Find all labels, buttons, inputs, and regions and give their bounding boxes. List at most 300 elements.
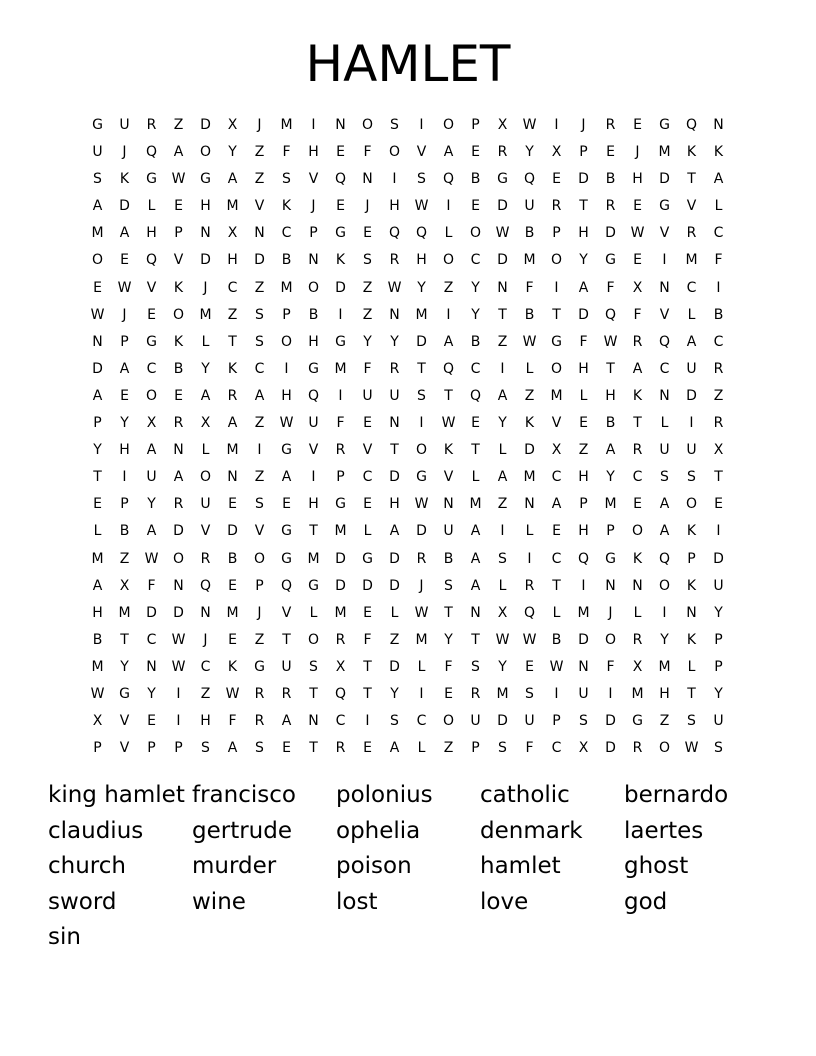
grid-letter: V: [362, 442, 373, 459]
grid-letter: X: [632, 279, 643, 296]
grid-letter: T: [552, 577, 561, 594]
grid-letter: D: [173, 523, 184, 540]
grid-letter: L: [147, 198, 156, 215]
grid-letter: U: [362, 387, 373, 404]
grid-letter: D: [146, 604, 157, 621]
grid-letter: P: [552, 713, 561, 730]
grid-letter: A: [443, 144, 454, 161]
grid-letter: P: [471, 117, 480, 133]
grid-letter: S: [660, 469, 669, 486]
grid-letter: E: [93, 496, 102, 513]
grid-letter: D: [389, 550, 400, 567]
grid-letter: J: [122, 144, 127, 161]
grid-letter: E: [120, 387, 129, 404]
grid-letter: M: [604, 496, 617, 513]
grid-letter: D: [416, 523, 427, 540]
grid-letter: C: [146, 631, 157, 648]
grid-row: [84, 464, 732, 491]
grid-letter: T: [606, 360, 615, 377]
grid-letter: I: [581, 577, 586, 594]
grid-letter: F: [633, 306, 642, 323]
grid-letter: I: [176, 713, 181, 730]
grid-letter: L: [525, 360, 534, 377]
grid-letter: N: [497, 279, 508, 296]
grid-letter: R: [524, 577, 535, 594]
grid-letter: Z: [659, 713, 670, 730]
grid-letter: L: [525, 523, 534, 540]
grid-row: [84, 546, 732, 573]
grid-letter: M: [334, 360, 347, 377]
grid-letter: C: [686, 279, 697, 296]
grid-letter: O: [280, 333, 293, 350]
grid-letter: F: [444, 658, 453, 675]
grid-letter: R: [632, 442, 643, 459]
grid-letter: I: [419, 685, 424, 702]
grid-letter: P: [282, 306, 291, 323]
grid-letter: X: [227, 117, 238, 133]
grid-letter: M: [631, 685, 644, 702]
grid-letter: W: [522, 631, 537, 648]
grid-letter: K: [173, 279, 184, 296]
word-list-item: claudius: [48, 817, 144, 844]
word-list-item: wine: [192, 888, 246, 915]
grid-letter: E: [282, 740, 291, 757]
grid-letter: D: [578, 631, 589, 648]
grid-letter: C: [470, 360, 481, 377]
grid-letter: I: [419, 117, 424, 133]
grid-letter: E: [633, 252, 642, 269]
grid-letter: Z: [389, 631, 400, 648]
grid-letter: M: [226, 604, 239, 621]
grid-letter: Y: [228, 144, 237, 161]
grid-letter: I: [716, 523, 721, 540]
grid-letter: T: [309, 685, 318, 702]
grid-letter: C: [200, 658, 211, 675]
grid-letter: K: [443, 442, 454, 459]
grid-letter: O: [361, 117, 374, 133]
grid-letter: V: [551, 415, 562, 432]
grid-letter: J: [365, 198, 370, 215]
grid-letter: B: [470, 333, 481, 350]
grid-row: [84, 247, 732, 274]
grid-letter: Q: [577, 550, 590, 567]
grid-letter: E: [633, 198, 642, 215]
grid-letter: W: [549, 658, 564, 675]
grid-letter: L: [552, 604, 561, 621]
grid-letter: O: [253, 550, 266, 567]
grid-letter: E: [363, 740, 372, 757]
grid-letter: I: [662, 252, 667, 269]
grid-row: [84, 220, 732, 247]
grid-letter: P: [336, 469, 345, 486]
grid-letter: M: [658, 144, 671, 161]
grid-letter: M: [415, 306, 428, 323]
grid-letter: R: [713, 360, 724, 377]
grid-letter: P: [471, 740, 480, 757]
grid-letter: T: [282, 631, 291, 648]
grid-letter: V: [119, 713, 130, 730]
grid-letter: D: [605, 713, 616, 730]
grid-letter: R: [335, 631, 346, 648]
grid-letter: T: [363, 685, 372, 702]
grid-letter: G: [335, 496, 346, 513]
grid-letter: E: [147, 306, 156, 323]
grid-letter: Y: [93, 442, 102, 459]
grid-letter: A: [659, 496, 670, 513]
grid-letter: Q: [388, 225, 401, 242]
grid-letter: R: [551, 198, 562, 215]
grid-letter: K: [686, 577, 697, 594]
grid-letter: M: [469, 496, 482, 513]
word-list-item: denmark: [480, 817, 583, 844]
grid-row: [84, 275, 732, 302]
grid-letter: V: [308, 171, 319, 188]
grid-letter: I: [176, 685, 181, 702]
grid-letter: Z: [578, 442, 589, 459]
grid-letter: K: [173, 333, 184, 350]
grid-letter: B: [119, 523, 130, 540]
grid-letter: T: [390, 442, 399, 459]
grid-letter: D: [92, 360, 103, 377]
grid-letter: C: [551, 469, 562, 486]
grid-letter: M: [226, 198, 239, 215]
grid-letter: E: [174, 387, 183, 404]
grid-letter: L: [498, 442, 507, 459]
grid-letter: I: [257, 442, 262, 459]
grid-letter: U: [524, 713, 535, 730]
grid-letter: A: [227, 415, 238, 432]
grid-letter: F: [363, 144, 372, 161]
grid-letter: D: [578, 171, 589, 188]
grid-letter: N: [173, 442, 184, 459]
grid-letter: A: [146, 442, 157, 459]
grid-letter: H: [659, 685, 670, 702]
grid-row: [84, 600, 732, 627]
grid-letter: F: [282, 144, 291, 161]
grid-letter: M: [280, 279, 293, 296]
grid-letter: I: [500, 523, 505, 540]
grid-letter: A: [281, 469, 292, 486]
grid-letter: E: [525, 658, 534, 675]
grid-letter: Y: [120, 658, 129, 675]
grid-letter: I: [608, 685, 613, 702]
grid-letter: M: [280, 117, 293, 133]
grid-letter: U: [146, 469, 157, 486]
grid-letter: J: [608, 604, 613, 621]
grid-letter: L: [498, 577, 507, 594]
grid-letter: H: [578, 360, 589, 377]
grid-letter: Y: [147, 685, 156, 702]
grid-letter: D: [497, 252, 508, 269]
grid-letter: S: [93, 171, 102, 188]
grid-letter: N: [308, 252, 319, 269]
grid-letter: O: [172, 306, 185, 323]
grid-letter: W: [495, 225, 510, 242]
word-list-item: sin: [48, 924, 81, 951]
grid-letter: G: [551, 333, 562, 350]
grid-letter: A: [119, 225, 130, 242]
grid-letter: I: [446, 306, 451, 323]
grid-letter: A: [605, 442, 616, 459]
grid-letter: Z: [524, 387, 535, 404]
grid-letter: A: [389, 740, 400, 757]
grid-row: [84, 735, 732, 762]
grid-letter: Y: [471, 306, 480, 323]
grid-letter: M: [199, 306, 212, 323]
word-list-item: polonius: [336, 782, 433, 808]
grid-letter: F: [363, 360, 372, 377]
grid-letter: B: [470, 171, 481, 188]
grid-letter: N: [470, 604, 481, 621]
grid-letter: Y: [714, 685, 723, 702]
grid-letter: W: [225, 685, 240, 702]
grid-letter: W: [414, 198, 429, 215]
grid-letter: Y: [417, 279, 426, 296]
grid-letter: A: [173, 144, 184, 161]
grid-letter: B: [551, 631, 562, 648]
grid-letter: L: [201, 442, 210, 459]
grid-letter: N: [308, 713, 319, 730]
grid-letter: R: [173, 415, 184, 432]
grid-letter: Z: [713, 387, 724, 404]
grid-letter: W: [279, 415, 294, 432]
grid-letter: Y: [363, 333, 372, 350]
grid-letter: K: [632, 387, 643, 404]
grid-letter: T: [498, 306, 507, 323]
grid-letter: E: [606, 144, 615, 161]
grid-letter: X: [713, 442, 724, 459]
grid-letter: Y: [660, 631, 669, 648]
grid-letter: L: [714, 198, 723, 215]
grid-letter: V: [308, 442, 319, 459]
grid-letter: Z: [254, 171, 265, 188]
grid-letter: D: [389, 469, 400, 486]
grid-letter: O: [685, 496, 698, 513]
grid-letter: B: [308, 306, 319, 323]
grid-letter: O: [145, 387, 158, 404]
grid-letter: C: [632, 469, 643, 486]
grid-letter: Q: [523, 604, 536, 621]
grid-letter: G: [659, 198, 670, 215]
grid-letter: R: [497, 144, 508, 161]
grid-letter: M: [91, 658, 104, 675]
grid-letter: S: [390, 117, 399, 133]
grid-letter: G: [308, 360, 319, 377]
grid-letter: B: [524, 306, 535, 323]
grid-letter: L: [687, 658, 696, 675]
grid-letter: W: [441, 415, 456, 432]
word-list-item: king hamlet: [48, 782, 185, 808]
grid-letter: U: [92, 144, 103, 161]
grid-letter: E: [633, 496, 642, 513]
grid-letter: G: [308, 577, 319, 594]
grid-row: [84, 410, 732, 437]
grid-letter: H: [389, 198, 400, 215]
grid-letter: Q: [604, 306, 617, 323]
grid-letter: P: [687, 550, 696, 567]
grid-letter: O: [442, 117, 455, 133]
grid-letter: Z: [254, 469, 265, 486]
grid-letter: S: [201, 740, 210, 757]
grid-letter: W: [684, 740, 699, 757]
grid-letter: C: [254, 360, 265, 377]
grid-letter: N: [362, 171, 373, 188]
grid-letter: I: [284, 360, 289, 377]
word-list-item: church: [48, 853, 126, 880]
grid-letter: R: [686, 225, 697, 242]
grid-letter: E: [120, 252, 129, 269]
grid-letter: Y: [444, 631, 453, 648]
word-list-item: love: [480, 888, 529, 915]
grid-letter: A: [443, 333, 454, 350]
grid-letter: X: [92, 713, 103, 730]
grid-letter: U: [470, 713, 481, 730]
grid-letter: W: [90, 685, 105, 702]
grid-letter: O: [604, 631, 617, 648]
grid-letter: D: [389, 658, 400, 675]
grid-letter: C: [146, 360, 157, 377]
grid-letter: A: [497, 469, 508, 486]
grid-row: [84, 627, 732, 654]
grid-letter: D: [713, 550, 724, 567]
grid-letter: O: [550, 360, 563, 377]
grid-letter: W: [522, 333, 537, 350]
word-list-item: hamlet: [480, 853, 561, 880]
grid-letter: D: [524, 442, 535, 459]
grid-letter: Q: [523, 171, 536, 188]
grid-letter: M: [550, 387, 563, 404]
grid-letter: G: [335, 333, 346, 350]
grid-letter: I: [338, 306, 343, 323]
grid-letter: U: [200, 496, 211, 513]
grid-letter: D: [497, 713, 508, 730]
grid-letter: B: [524, 225, 535, 242]
grid-letter: N: [227, 469, 238, 486]
grid-letter: L: [633, 604, 642, 621]
grid-letter: K: [227, 360, 238, 377]
grid-letter: E: [282, 496, 291, 513]
grid-letter: L: [660, 415, 669, 432]
grid-letter: G: [416, 469, 427, 486]
grid-letter: F: [336, 415, 345, 432]
grid-letter: O: [388, 144, 401, 161]
grid-letter: M: [91, 225, 104, 242]
grid-letter: P: [309, 225, 318, 242]
grid-letter: Q: [442, 171, 455, 188]
grid-letter: R: [389, 360, 400, 377]
grid-letter: V: [146, 279, 157, 296]
grid-letter: B: [605, 171, 616, 188]
grid-letter: R: [281, 685, 292, 702]
grid-letter: X: [119, 577, 130, 594]
grid-letter: S: [714, 740, 723, 757]
grid-letter: X: [632, 658, 643, 675]
grid-letter: A: [659, 523, 670, 540]
grid-letter: N: [659, 279, 670, 296]
grid-letter: B: [173, 360, 184, 377]
grid-letter: P: [93, 415, 102, 432]
grid-letter: D: [335, 577, 346, 594]
grid-letter: U: [308, 415, 319, 432]
grid-letter: L: [687, 306, 696, 323]
grid-letter: C: [362, 469, 373, 486]
grid-letter: X: [497, 117, 508, 133]
grid-letter: Q: [658, 333, 671, 350]
grid-letter: Z: [443, 279, 454, 296]
grid-letter: H: [578, 469, 589, 486]
grid-letter: W: [630, 225, 645, 242]
grid-letter: T: [714, 469, 723, 486]
grid-letter: P: [579, 144, 588, 161]
grid-letter: R: [200, 550, 211, 567]
grid-letter: Q: [334, 171, 347, 188]
grid-letter: N: [659, 387, 670, 404]
grid-letter: U: [713, 713, 724, 730]
word-list-item: ghost: [624, 853, 689, 880]
word-list-item: ophelia: [336, 817, 421, 844]
grid-letter: Q: [145, 252, 158, 269]
grid-letter: E: [174, 198, 183, 215]
grid-letter: C: [659, 360, 670, 377]
grid-letter: D: [200, 252, 211, 269]
grid-letter: I: [392, 171, 397, 188]
grid-letter: D: [362, 577, 373, 594]
grid-letter: L: [363, 523, 372, 540]
grid-letter: F: [714, 252, 723, 269]
grid-letter: I: [338, 387, 343, 404]
grid-letter: C: [281, 225, 292, 242]
grid-letter: T: [309, 740, 318, 757]
grid-row: [84, 681, 732, 708]
grid-letter: A: [92, 387, 103, 404]
grid-letter: O: [415, 442, 428, 459]
grid-letter: S: [282, 171, 291, 188]
grid-letter: Y: [606, 469, 615, 486]
grid-letter: Z: [254, 144, 265, 161]
grid-letter: T: [363, 658, 372, 675]
page-title: HAMLET: [305, 35, 511, 93]
grid-letter: R: [335, 740, 346, 757]
grid-letter: T: [471, 442, 480, 459]
grid-letter: S: [471, 658, 480, 675]
grid-letter: S: [255, 306, 264, 323]
grid-letter: G: [146, 333, 157, 350]
grid-letter: X: [227, 225, 238, 242]
grid-letter: I: [554, 279, 559, 296]
grid-letter: D: [497, 198, 508, 215]
grid-letter: A: [119, 360, 130, 377]
grid-letter: A: [173, 469, 184, 486]
grid-letter: P: [714, 631, 723, 648]
grid-letter: D: [335, 279, 346, 296]
grid-letter: I: [311, 117, 316, 133]
grid-letter: G: [605, 252, 616, 269]
grid-letter: A: [146, 523, 157, 540]
grid-letter: O: [658, 740, 671, 757]
grid-letter: M: [523, 469, 536, 486]
grid-letter: W: [171, 631, 186, 648]
grid-letter: Y: [498, 658, 507, 675]
grid-letter: S: [417, 387, 426, 404]
grid-letter: L: [390, 604, 399, 621]
grid-letter: W: [387, 279, 402, 296]
grid-letter: T: [552, 306, 561, 323]
grid-letter: Q: [145, 144, 158, 161]
grid-letter: N: [632, 577, 643, 594]
grid-letter: S: [255, 333, 264, 350]
grid-letter: L: [471, 469, 480, 486]
grid-letter: N: [389, 415, 400, 432]
